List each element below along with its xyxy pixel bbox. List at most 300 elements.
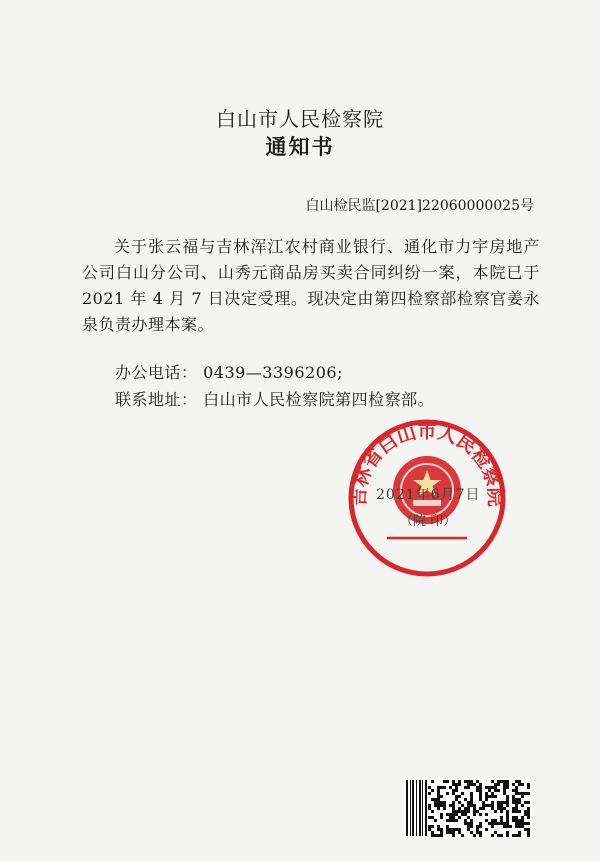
barcode-cell (461, 834, 464, 837)
barcode-cell (500, 822, 503, 825)
document-number: 白山检民监[2021]22060000025号 (305, 198, 534, 214)
barcode-cell (440, 804, 443, 807)
barcode-cell (515, 789, 518, 792)
barcode-cell (491, 807, 494, 810)
barcode-cell (512, 795, 515, 798)
barcode-cell (500, 801, 503, 804)
barcode-cell (473, 810, 476, 813)
barcode-cell (467, 804, 470, 807)
barcode-cell (485, 792, 488, 795)
barcode-cell (443, 780, 446, 783)
barcode-cell (452, 804, 455, 807)
barcode-cell (431, 810, 434, 813)
barcode-cell (467, 828, 470, 831)
barcode-cell (515, 801, 518, 804)
barcode-cell (452, 810, 455, 813)
barcode-cell (494, 822, 497, 825)
barcode-cell (512, 816, 515, 819)
barcode-cell (428, 804, 431, 807)
barcode-cell (452, 783, 455, 786)
barcode-cell (503, 780, 506, 783)
office-phone: 办公电话： 0439—3396206; (115, 363, 343, 382)
barcode-cell (452, 807, 455, 810)
barcode-cell (518, 810, 521, 813)
barcode-cell (452, 801, 455, 804)
barcode-cell (506, 780, 509, 783)
barcode-cell (503, 807, 506, 810)
barcode-cell (470, 792, 473, 795)
barcode-cell (467, 786, 470, 789)
barcode-cell (431, 789, 434, 792)
barcode-cell (434, 798, 437, 801)
barcode-cell (470, 801, 473, 804)
barcode-cell (491, 819, 494, 822)
barcode-cell (479, 795, 482, 798)
barcode-cell (440, 786, 443, 789)
barcode-cell (491, 825, 494, 828)
barcode-cell (500, 780, 503, 783)
barcode-cell (494, 786, 497, 789)
barcode-cell (461, 813, 464, 816)
barcode-cell (500, 810, 503, 813)
barcode-cell (476, 828, 479, 831)
barcode-cell (479, 813, 482, 816)
barcode-cell (449, 813, 452, 816)
barcode-cell (428, 816, 431, 819)
barcode-cell (431, 798, 434, 801)
barcode-cell (479, 831, 482, 834)
barcode-cell (497, 804, 500, 807)
barcode-cell (476, 789, 479, 792)
barcode-cell (449, 804, 452, 807)
barcode-bar (422, 780, 423, 836)
barcode-cell (500, 807, 503, 810)
barcode-cell (437, 801, 440, 804)
barcode-cell (497, 834, 500, 837)
barcode-cell (488, 786, 491, 789)
barcode-cell (437, 795, 440, 798)
barcode-cell (518, 792, 521, 795)
barcode-cell (521, 819, 524, 822)
barcode-cell (491, 795, 494, 798)
barcode-cell (500, 804, 503, 807)
barcode-cell (491, 822, 494, 825)
seal-arc-textpath: 吉林省白山市人民检察院 (347, 420, 507, 508)
barcode-cell (524, 801, 527, 804)
barcode-cell (443, 801, 446, 804)
barcode-cell (512, 789, 515, 792)
barcode-cell (506, 804, 509, 807)
barcode-cell (500, 834, 503, 837)
barcode-cell (479, 825, 482, 828)
barcode-cell (506, 783, 509, 786)
barcode-cell (503, 801, 506, 804)
barcode-cell (488, 822, 491, 825)
barcode-cell (428, 807, 431, 810)
barcode-cell (506, 825, 509, 828)
contact-address: 联系地址： 白山市人民检察院第四检察部。 (115, 390, 435, 409)
barcode-cell (476, 780, 479, 783)
barcode-cell (473, 813, 476, 816)
barcode-cell (476, 786, 479, 789)
barcode-cell (521, 792, 524, 795)
barcode-cell (437, 834, 440, 837)
barcode-cell (476, 810, 479, 813)
barcode-cell (527, 831, 530, 834)
barcode-cell (440, 801, 443, 804)
barcode-cell (524, 828, 527, 831)
issue-date: 2021年6月7日 (376, 487, 481, 503)
barcode-cell (509, 825, 512, 828)
barcode-cell (440, 828, 443, 831)
barcode-cell (494, 783, 497, 786)
barcode-cell (506, 795, 509, 798)
barcode-cell (500, 819, 503, 822)
barcode-cell (482, 801, 485, 804)
barcode-cell (524, 792, 527, 795)
barcode-cell (506, 801, 509, 804)
barcode-cell (449, 786, 452, 789)
barcode-cell (521, 822, 524, 825)
barcode-cell (518, 834, 521, 837)
barcode-cell (464, 807, 467, 810)
barcode-cell (512, 810, 515, 813)
barcode-cell (524, 810, 527, 813)
barcode-cell (458, 783, 461, 786)
barcode-cell (527, 807, 530, 810)
barcode-cell (464, 813, 467, 816)
barcode-cell (455, 819, 458, 822)
barcode-cell (431, 816, 434, 819)
barcode-cell (503, 825, 506, 828)
barcode-cell (464, 822, 467, 825)
barcode-cell (500, 816, 503, 819)
barcode-cell (434, 801, 437, 804)
barcode-cell (470, 798, 473, 801)
barcode-cell (527, 783, 530, 786)
barcode-cell (434, 804, 437, 807)
barcode-cell (518, 801, 521, 804)
barcode-cell (485, 804, 488, 807)
barcode-cell (470, 795, 473, 798)
barcode-cell (449, 828, 452, 831)
barcode-cell (458, 831, 461, 834)
barcode-cell (515, 792, 518, 795)
notice-body (82, 234, 540, 338)
barcode-cell (428, 828, 431, 831)
barcode-cell (485, 798, 488, 801)
barcode-cell (431, 780, 434, 783)
barcode-cell (527, 813, 530, 816)
barcode-cell (479, 789, 482, 792)
barcode-cell (515, 786, 518, 789)
barcode-cell (527, 810, 530, 813)
barcode-cell (497, 789, 500, 792)
barcode-cell (479, 783, 482, 786)
barcode-cell (455, 789, 458, 792)
barcode-cell (497, 780, 500, 783)
barcode-cell (479, 834, 482, 837)
barcode-cell (437, 804, 440, 807)
barcode-cell (473, 834, 476, 837)
barcode-cell (503, 786, 506, 789)
barcode-cell (494, 831, 497, 834)
barcode-cell (515, 807, 518, 810)
barcode-cell (455, 783, 458, 786)
barcode-cell (455, 810, 458, 813)
barcode-cell (464, 780, 467, 783)
barcode-cell (440, 795, 443, 798)
barcode-cell (446, 825, 449, 828)
barcode-cell (428, 792, 431, 795)
barcode-cell (521, 795, 524, 798)
barcode-cell (452, 819, 455, 822)
barcode-cell (494, 819, 497, 822)
barcode-cell (464, 810, 467, 813)
barcode-cell (506, 813, 509, 816)
barcode-cell (437, 828, 440, 831)
barcode-cell (521, 783, 524, 786)
barcode-cell (491, 780, 494, 783)
barcode-cell (512, 807, 515, 810)
barcode-cell (455, 813, 458, 816)
barcode-cell (527, 816, 530, 819)
barcode-cell (458, 795, 461, 798)
barcode-cell (485, 795, 488, 798)
barcode-cell (497, 822, 500, 825)
barcode-bar (425, 780, 427, 836)
barcode-cell (515, 810, 518, 813)
barcode-cell (515, 798, 518, 801)
barcode-cell (458, 807, 461, 810)
barcode-cell (470, 825, 473, 828)
barcode-cell (479, 822, 482, 825)
barcode-cell (464, 819, 467, 822)
barcode-cell (428, 786, 431, 789)
barcode-cell (440, 834, 443, 837)
barcode-cell (467, 801, 470, 804)
barcode-cell (437, 825, 440, 828)
barcode-cell (515, 816, 518, 819)
barcode-cell (518, 822, 521, 825)
notice-paragraph: 关于张云福与吉林浑江农村商业银行、通化市力宇房地产公司白山分公司、山秀元商品房买卖合同纠纷一案，本院已于 2021 年 4 月 7 日决定受理。现决定由第四检察部检察官姜永泉负责办理本案。 (82, 237, 540, 334)
barcode-cell (503, 789, 506, 792)
barcode-cell (437, 789, 440, 792)
barcode-cell (488, 795, 491, 798)
barcode-cell (521, 804, 524, 807)
barcode-cell (455, 828, 458, 831)
barcode-cell (503, 822, 506, 825)
barcode-cell (452, 834, 455, 837)
barcode-cell (476, 831, 479, 834)
barcode-cell (431, 831, 434, 834)
barcode-cell (506, 822, 509, 825)
barcode-cell (446, 831, 449, 834)
barcode-cell (440, 816, 443, 819)
barcode-cell (518, 825, 521, 828)
barcode-cell (449, 819, 452, 822)
barcode-cell (503, 792, 506, 795)
barcode-cell (473, 804, 476, 807)
barcode-cell (485, 813, 488, 816)
barcode-cell (506, 819, 509, 822)
barcode-cell (476, 825, 479, 828)
barcode-cell (434, 834, 437, 837)
barcode-cell (479, 798, 482, 801)
barcode-cell (473, 807, 476, 810)
barcode-cell (524, 822, 527, 825)
barcode-cell (464, 798, 467, 801)
barcode-cell (491, 792, 494, 795)
barcode-cell (479, 807, 482, 810)
barcode-cell (446, 828, 449, 831)
barcode-cell (506, 831, 509, 834)
barcode-cell (521, 816, 524, 819)
barcode-cell (446, 813, 449, 816)
barcode-cell (470, 780, 473, 783)
barcode-cell (527, 801, 530, 804)
barcode-cell (452, 780, 455, 783)
barcode-cell (485, 828, 488, 831)
barcode-cell (488, 789, 491, 792)
barcode-cell (452, 828, 455, 831)
organization-name: 白山市人民检察院 (216, 107, 384, 131)
barcode-cell (515, 825, 518, 828)
barcode-cell (428, 825, 431, 828)
barcode-cell (518, 780, 521, 783)
barcode-cell (434, 819, 437, 822)
barcode-cell (494, 810, 497, 813)
barcode-cell (515, 822, 518, 825)
barcode-cell (521, 825, 524, 828)
barcode-cell (452, 831, 455, 834)
barcode-bar (410, 780, 411, 836)
barcode-cell (491, 834, 494, 837)
barcode-bar (412, 780, 414, 836)
barcode-cell (470, 822, 473, 825)
barcode-cell (497, 807, 500, 810)
barcode-cell (506, 810, 509, 813)
barcode-cell (518, 831, 521, 834)
barcode-cell (467, 780, 470, 783)
barcode-cell (479, 792, 482, 795)
barcode-cell (443, 786, 446, 789)
barcode-cell (452, 792, 455, 795)
barcode-cell (431, 834, 434, 837)
barcode-cell (461, 810, 464, 813)
barcode-cell (458, 828, 461, 831)
barcode-cell (455, 786, 458, 789)
barcode-cell (458, 780, 461, 783)
barcode-cell (443, 804, 446, 807)
barcode-cell (467, 810, 470, 813)
barcode-cell (464, 786, 467, 789)
barcode-cell (470, 819, 473, 822)
barcode-cell (437, 807, 440, 810)
barcode-cell (470, 831, 473, 834)
barcode-cell (497, 783, 500, 786)
barcode-cell (446, 819, 449, 822)
barcode-cell (467, 825, 470, 828)
barcode-cell (458, 801, 461, 804)
barcode-cell (482, 807, 485, 810)
barcode-bar (416, 780, 417, 836)
barcode-cell (449, 831, 452, 834)
barcode-cell (467, 807, 470, 810)
barcode-cell (491, 801, 494, 804)
barcode-cell (473, 783, 476, 786)
document-barcode (404, 778, 532, 838)
barcode-cell (467, 822, 470, 825)
barcode-cell (458, 816, 461, 819)
barcode-cell (527, 828, 530, 831)
barcode-cell (488, 804, 491, 807)
barcode-cell (506, 834, 509, 837)
barcode-cell (452, 816, 455, 819)
barcode-cell (512, 783, 515, 786)
barcode-cell (452, 813, 455, 816)
barcode-cell (512, 834, 515, 837)
seal-note: （院 印） (400, 514, 457, 529)
barcode-cell (479, 786, 482, 789)
barcode-cell (440, 831, 443, 834)
barcode-cell (449, 816, 452, 819)
barcode-bar (419, 780, 421, 836)
barcode-cell (527, 822, 530, 825)
barcode-cell (512, 798, 515, 801)
barcode-bar (406, 780, 408, 836)
barcode-cell (485, 786, 488, 789)
barcode-cell (470, 783, 473, 786)
barcode-cell (470, 804, 473, 807)
barcode-cell (461, 804, 464, 807)
barcode-cell (527, 834, 530, 837)
barcode-cell (506, 798, 509, 801)
barcode-cell (527, 792, 530, 795)
barcode-cell (524, 813, 527, 816)
barcode-cell (518, 783, 521, 786)
barcode-cell (458, 810, 461, 813)
barcode-cell (437, 792, 440, 795)
barcode-cell (443, 807, 446, 810)
barcode-cell (461, 792, 464, 795)
barcode-cell (518, 798, 521, 801)
barcode-cell (494, 795, 497, 798)
barcode-cell (515, 819, 518, 822)
barcode-cell (515, 834, 518, 837)
barcode-cell (446, 780, 449, 783)
barcode-cell (527, 786, 530, 789)
barcode-cell (467, 816, 470, 819)
barcode-cell (455, 798, 458, 801)
barcode-cell (485, 819, 488, 822)
barcode-cell (512, 801, 515, 804)
barcode-cell (494, 789, 497, 792)
document-title: 通知书 (265, 134, 335, 159)
barcode-cell (512, 819, 515, 822)
barcode-cell (506, 786, 509, 789)
barcode-cell (455, 795, 458, 798)
barcode-cell (503, 783, 506, 786)
barcode-cell (515, 780, 518, 783)
barcode-cell (437, 786, 440, 789)
barcode-cell (518, 819, 521, 822)
barcode-cell (452, 789, 455, 792)
barcode-cell (446, 792, 449, 795)
barcode-cell (482, 804, 485, 807)
barcode-cell (497, 801, 500, 804)
barcode-cell (491, 786, 494, 789)
